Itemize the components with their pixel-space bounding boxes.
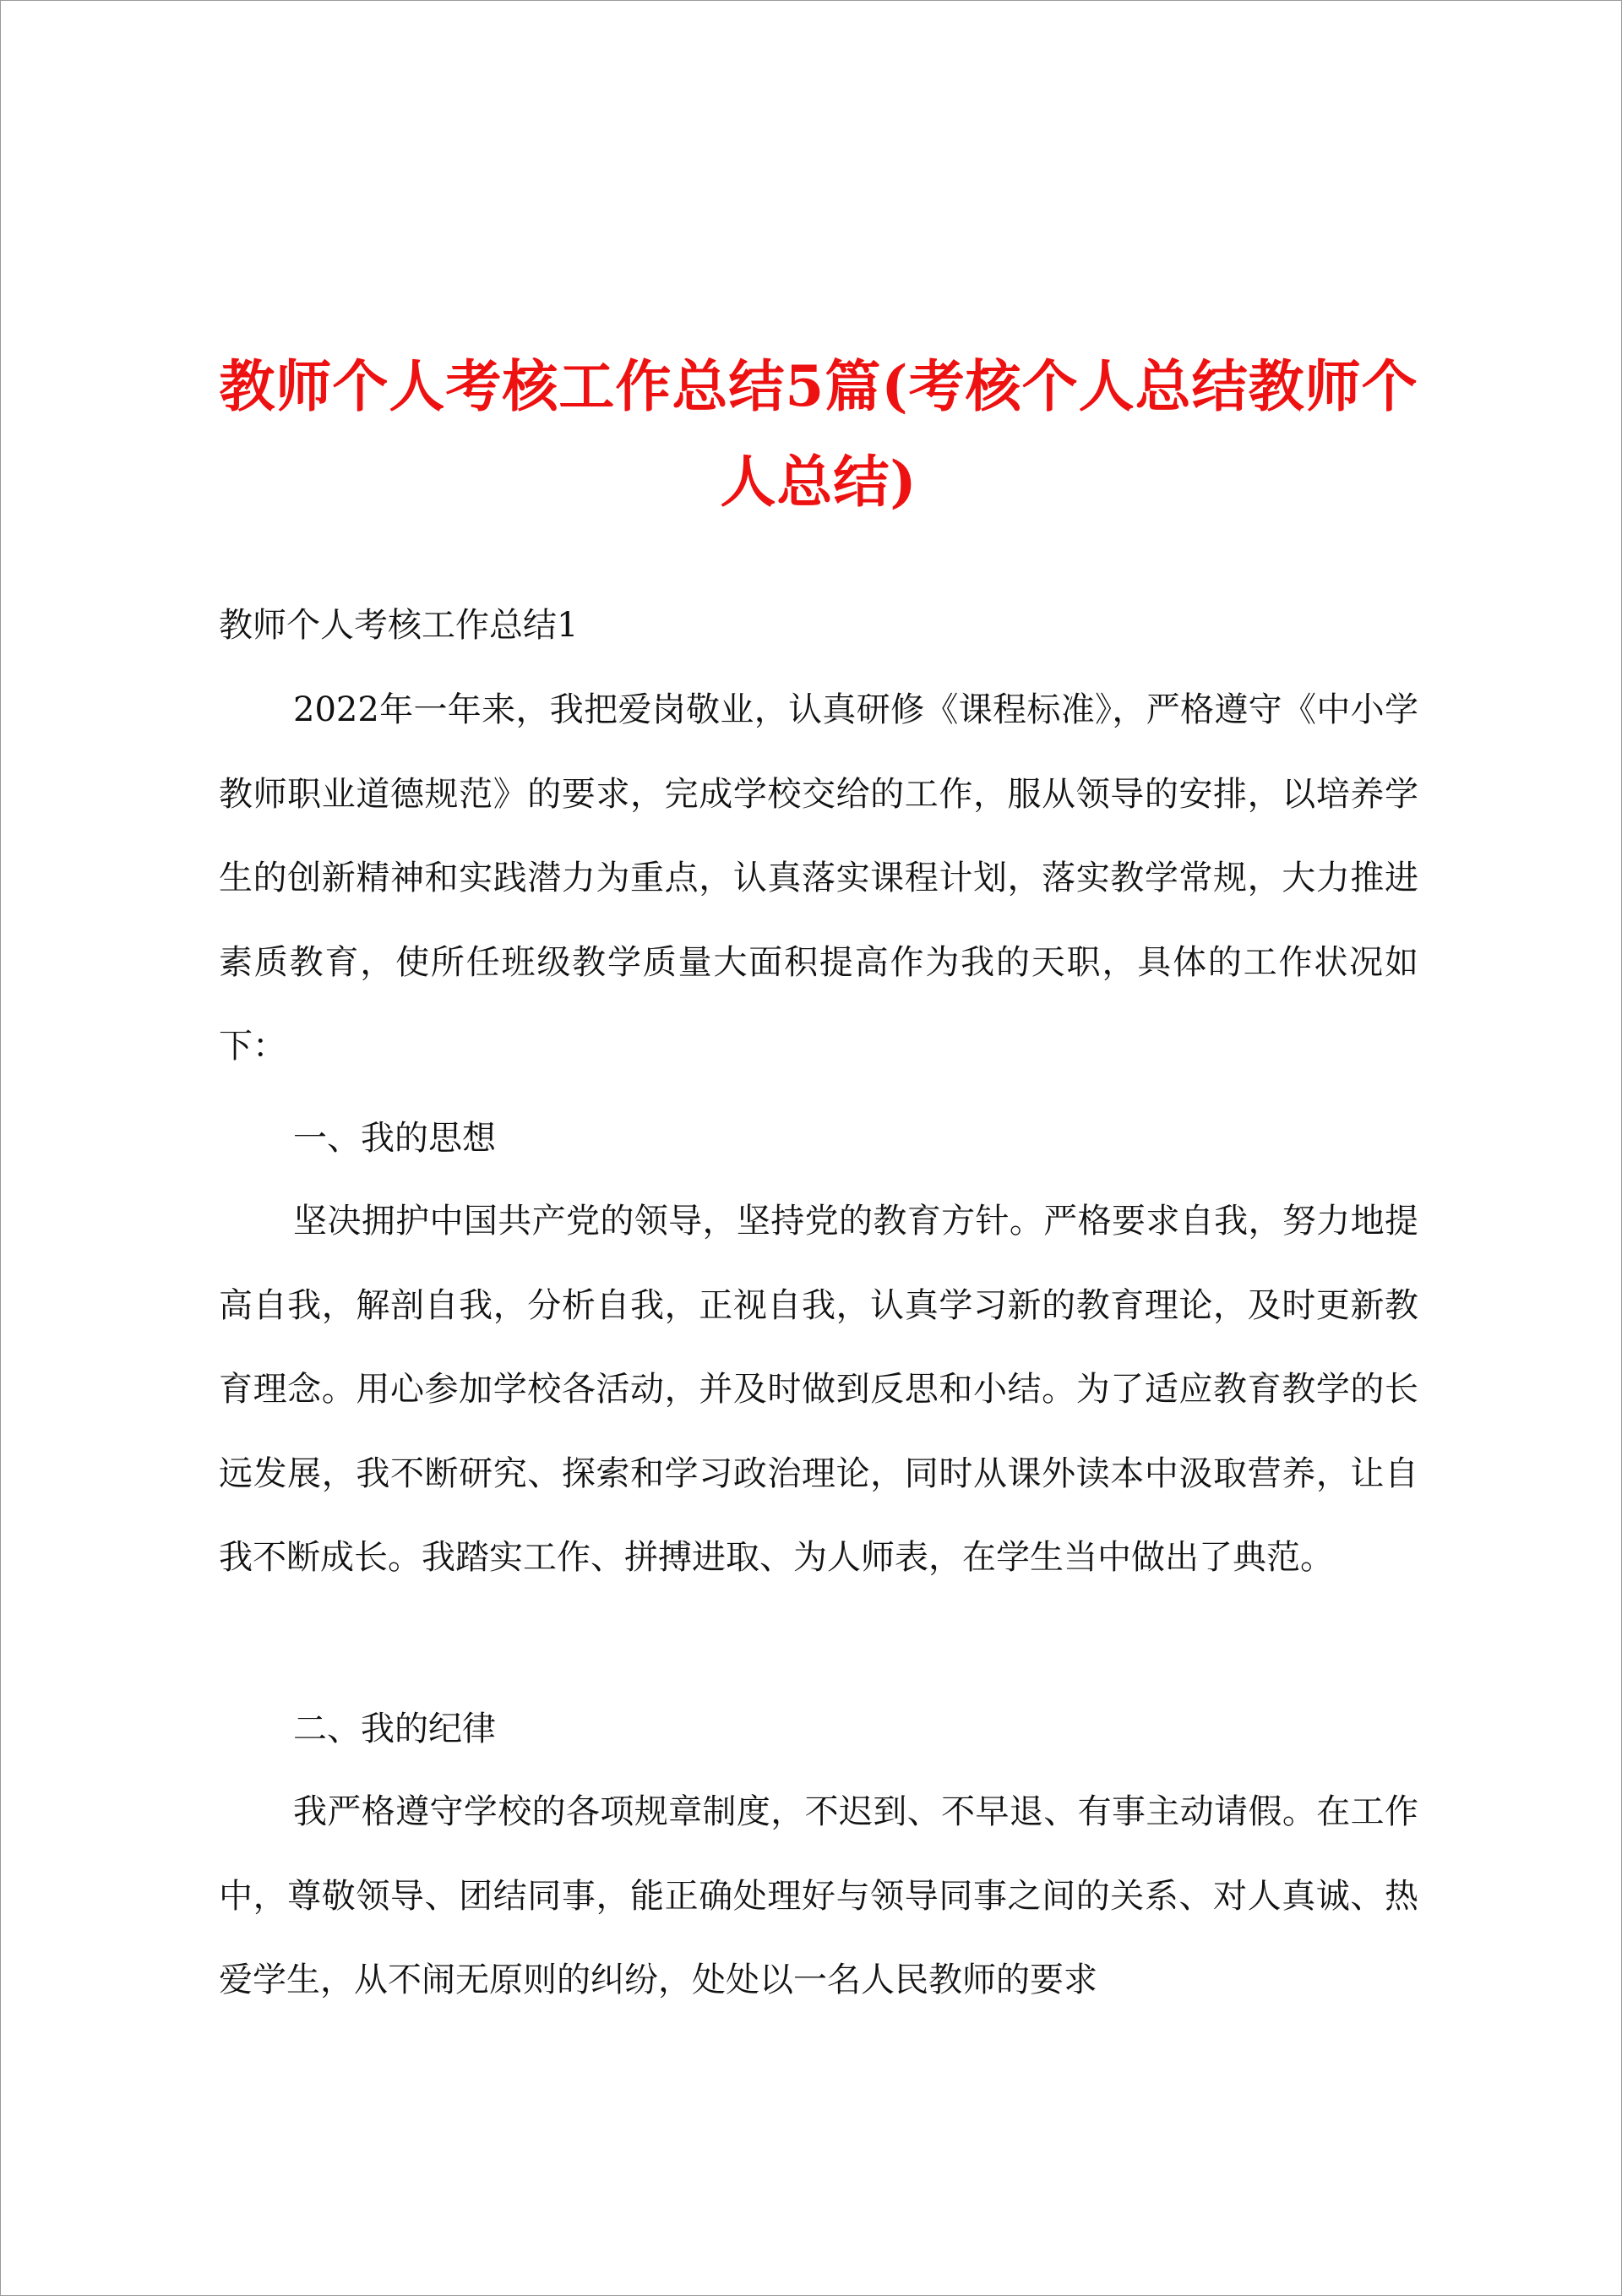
subheading: 一、我的思想 — [293, 1119, 496, 1158]
section-heading: 教师个人考核工作总结1 — [219, 606, 579, 645]
paragraph: 2022年一年来，我把爱岗敬业，认真研修《课程标准》，严格遵守《中小学教师职业道德规范》的要求，完成学校交给的工作，服从领导的安排，以培养学生的创新精神和实践潜力为重点，认真落实课程计划，落实教学常规，大力推进素质教育，使所任班级教学质量大面积提高作为我的天职，具体的工作状况如下： — [219, 690, 1418, 1066]
subheading: 二、我的纪律 — [293, 1710, 496, 1748]
paragraph: 坚决拥护中国共产党的领导，坚持党的教育方针。严格要求自我，努力地提高自我，解剖自我，分析自我，正视自我，认真学习新的教育理论，及时更新教育理念。用心参加学校各活动，并及时做到反思和小结。为了适应教育教学的长远发展，我不断研究、探索和学习政治理论，同时从课外读本中汲取营养，让自我不断成长。我踏实工作、拼搏进取、为人师表，在学生当中做出了典范。 — [219, 1202, 1418, 1577]
document-title: 教师个人考核工作总结5篇(考核个人总结教师个人总结) — [219, 353, 1418, 515]
paragraph: 我严格遵守学校的各项规章制度，不迟到、不早退、有事主动请假。在工作中，尊敬领导、团结同事，能正确处理好与领导同事之间的关系、对人真诚、热爱学生，从不闹无原则的纠纷，处处以一名人民教师的要求 — [219, 1792, 1418, 1999]
